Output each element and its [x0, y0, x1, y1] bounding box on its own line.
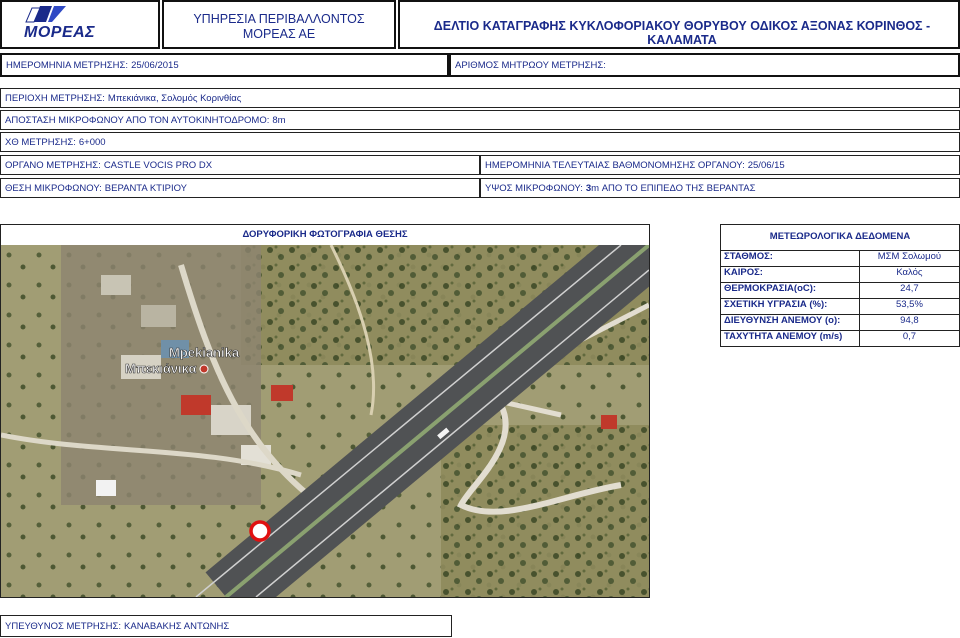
- meteo-label: ΔΙΕΥΘΥΝΣΗ ΑΝΕΜΟΥ (ο):: [721, 315, 860, 330]
- mic-position-row: [0, 178, 480, 198]
- mic-height-row: [480, 178, 960, 198]
- responsible-row: [0, 615, 452, 637]
- mic-position-value: ΒΕΡΑΝΤΑ ΚΤΙΡΙΟΥ: [104, 182, 188, 194]
- meter-number-row: [449, 53, 960, 77]
- meteo-row: [721, 283, 959, 299]
- measurement-area-value: Μπεκιάνικα, Σολομός Κορινθίας: [107, 92, 242, 104]
- satellite-photo-title: ΔΟΡΥΦΟΡΙΚΗ ΦΩΤΟΓΡΑΦΙΑ ΘΕΣΗΣ: [242, 229, 408, 240]
- instrument-row: [0, 155, 480, 175]
- meteo-label: ΘΕΡΜΟΚΡΑΣΙΑ(oC):: [721, 283, 860, 298]
- measurement-area-label: ΠΕΡΙΟΧΗ ΜΕΤΡΗΣΗΣ:: [5, 92, 105, 104]
- calibration-row: [480, 155, 960, 175]
- meteo-label: ΣΧΕΤΙΚΗ ΥΓΡΑΣΙΑ (%):: [721, 299, 860, 314]
- moreas-logo: [12, 4, 152, 48]
- mic-height-value: 3: [585, 182, 592, 194]
- mic-distance-value: 8m: [272, 114, 286, 126]
- mic-position-label: ΘΕΣΗ ΜΙΚΡΟΦΩΝΟΥ:: [5, 182, 102, 194]
- mic-height-label: ΥΨΟΣ ΜΙΚΡΟΦΩΝΟΥ:: [485, 182, 583, 194]
- measurement-point-marker-icon: [251, 522, 269, 540]
- logo-box: [0, 0, 160, 49]
- calibration-value: 25/06/15: [747, 159, 785, 171]
- instrument-value: CASTLE VOCIS PRO DX: [103, 159, 213, 171]
- meteo-table: [720, 250, 960, 347]
- document-title: ΔΕΛΤΙΟ ΚΑΤΑΓΡΑΦΗΣ ΚΥΚΛΟΦΟΡΙΑΚΟΥ ΘΟΡΥΒΟΥ ΟΔΙΚΟΣ ΑΞΟΝΑΣ ΚΟΡΙΝΘΟΣ - ΚΑΛΑΜΑΤΑ: [398, 0, 960, 49]
- measurement-area-row: [0, 88, 960, 108]
- chainage-label: ΧΘ ΜΕΤΡΗΣΗΣ:: [5, 136, 76, 148]
- place-label-greek: Μπεκιάνικα: [125, 361, 197, 376]
- meteo-value: ΜΣΜ Σολωμού: [877, 251, 942, 262]
- measurement-date-row: [0, 53, 449, 77]
- satellite-photo-panel: [0, 224, 650, 598]
- logo-text: ΜΟΡΕΑΣ: [24, 24, 96, 41]
- satellite-photo: [1, 245, 649, 597]
- meteo-value: Καλός: [896, 267, 923, 278]
- mic-height-rest: m ΑΠΟ ΤΟ ΕΠΙΠΕΔΟ ΤΗΣ ΒΕΡΑΝΤΑΣ: [591, 182, 756, 194]
- meteo-label: ΚΑΙΡΟΣ:: [721, 267, 860, 282]
- meter-number-label: ΑΡΙΘΜΟΣ ΜΗΤΡΩΟΥ ΜΕΤΡΗΣΗΣ:: [455, 59, 606, 71]
- place-label-latin: Mpekianika: [169, 345, 240, 360]
- mic-distance-row: [0, 110, 960, 130]
- place-pin-icon: [200, 365, 208, 373]
- meteo-row: [721, 251, 959, 267]
- meteo-value: 24,7: [900, 283, 919, 294]
- meteo-label: ΣΤΑΘΜΟΣ:: [721, 251, 860, 266]
- measurement-date-value: 25/06/2015: [131, 59, 179, 71]
- meteo-value: 53,5%: [895, 299, 923, 310]
- meteo-row: [721, 331, 959, 346]
- responsible-value: ΚΑΝΑΒΑΚΗΣ ΑΝΤΩΝΗΣ: [124, 620, 230, 632]
- meteo-value: 0,7: [902, 331, 917, 342]
- meteo-row: [721, 267, 959, 283]
- meteo-label: ΤΑΧΥΤΗΤΑ ΑΝΕΜΟΥ (m/s): [721, 331, 860, 346]
- measurement-date-label: ΗΜΕΡΟΜΗΝΙΑ ΜΕΤΡΗΣΗΣ:: [6, 59, 129, 71]
- responsible-label: ΥΠΕΥΘΥΝΟΣ ΜΕΤΡΗΣΗΣ:: [5, 620, 122, 632]
- org-line-1: ΥΠΗΡΕΣΙΑ ΠΕΡΙΒΑΛΛΟΝΤΟΣ: [193, 12, 365, 26]
- meteo-value: 94,8: [900, 315, 919, 326]
- org-line-2: ΜΟΡΕΑΣ ΑΕ: [242, 27, 316, 41]
- instrument-label: ΟΡΓΑΝΟ ΜΕΤΡΗΣΗΣ:: [5, 159, 101, 171]
- mic-distance-label: ΑΠΟΣΤΑΣΗ ΜΙΚΡΟΦΩΝΟΥ ΑΠΟ ΤΟΝ ΑΥΤΟΚΙΝΗΤΟΔΡΟΜΟ:: [5, 114, 270, 126]
- meteo-title: ΜΕΤΕΩΡΟΛΟΓΙΚΑ ΔΕΔΟΜΕΝΑ: [769, 231, 911, 242]
- chainage-row: [0, 132, 960, 152]
- meteo-row: [721, 299, 959, 315]
- organization-name: [162, 0, 396, 49]
- meteo-row: [721, 315, 959, 331]
- meteo-title-box: [720, 224, 960, 250]
- chainage-value: 6+000: [78, 136, 106, 148]
- calibration-label: ΗΜΕΡΟΜΗΝΙΑ ΤΕΛΕΥΤΑΙΑΣ ΒΑΘΜΟΝΟΜΗΣΗΣ ΟΡΓΑΝΟΥ:: [485, 159, 745, 171]
